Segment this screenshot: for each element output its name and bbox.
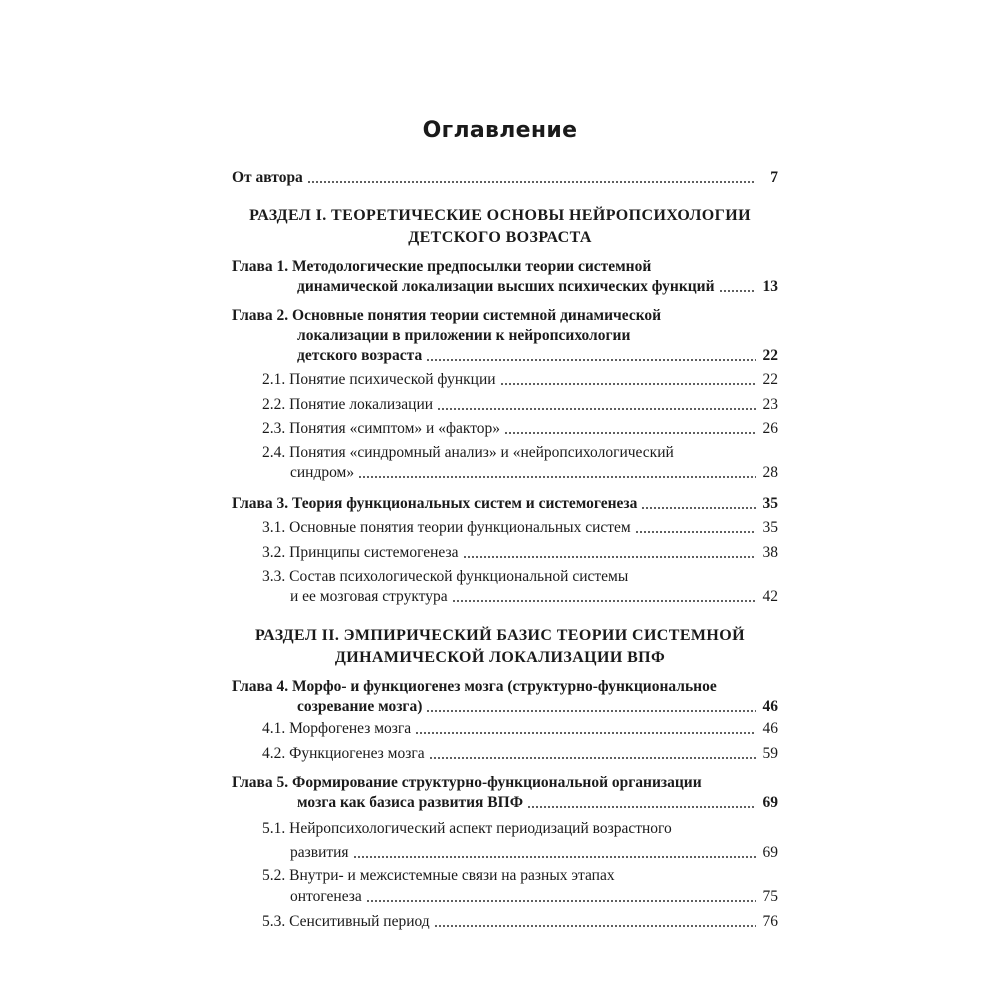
toc-subsection-5-1[interactable]	[290, 843, 778, 863]
dot-leader	[527, 806, 756, 808]
toc-entry-label: онтогенеза	[290, 888, 362, 905]
toc-chapter-5-line1[interactable]: Глава 5. Формирование структурно-функциональной организации	[232, 774, 702, 791]
toc-entry-label: 3.2. Принципы системогенеза	[262, 544, 459, 561]
section-1-heading-line1: РАЗДЕЛ I. ТЕОРЕТИЧЕСКИЕ ОСНОВЫ НЕЙРОПСИХОЛОГИИ	[249, 207, 751, 224]
toc-subsection-2-1[interactable]	[262, 370, 778, 390]
section-2-heading-line1: РАЗДЕЛ II. ЭМПИРИЧЕСКИЙ БАЗИС ТЕОРИИ СИСТЕМНОЙ	[255, 627, 745, 644]
section-1-heading-line2: ДЕТСКОГО ВОЗРАСТА	[408, 229, 592, 246]
section-2-heading-line2: ДИНАМИЧЕСКОЙ ЛОКАЛИЗАЦИИ ВПФ	[334, 649, 666, 666]
toc-chapter-5[interactable]	[297, 793, 778, 813]
toc-entry-label: синдром»	[290, 464, 355, 481]
dot-leader	[437, 408, 756, 410]
toc-subsection-5-2-line1[interactable]: 5.2. Внутри- и межсистемные связи на разных этапах	[262, 867, 615, 884]
page-number: 13	[762, 278, 778, 295]
page-number: 42	[762, 588, 778, 605]
toc-subsection-4-2[interactable]	[262, 744, 778, 764]
page-number: 26	[762, 420, 778, 437]
toc-chapter-4[interactable]	[297, 697, 778, 717]
toc-subsection-2-3[interactable]	[262, 419, 778, 439]
toc-entry-label: детского возраста	[297, 347, 423, 364]
page-number: 75	[762, 888, 778, 905]
toc-entry-from-author[interactable]	[232, 168, 778, 188]
dot-leader	[429, 757, 756, 759]
toc-entry-label: развития	[290, 844, 349, 861]
page-number: 76	[762, 913, 778, 930]
page-number: 59	[762, 745, 778, 762]
toc-subsection-3-3[interactable]	[290, 587, 778, 607]
toc-entry-label: 5.3. Сенситивный период	[262, 913, 430, 930]
toc-subsection-2-4-line1[interactable]: 2.4. Понятия «синдромный анализ» и «нейропсихологический	[262, 444, 674, 461]
dot-leader	[635, 531, 756, 533]
toc-subsection-5-3[interactable]	[262, 912, 778, 932]
page-number: 69	[762, 844, 778, 861]
toc-entry-label: 2.2. Понятие локализации	[262, 396, 434, 413]
toc-entry-label: 2.1. Понятие психической функции	[262, 371, 496, 388]
toc-chapter-2-line2[interactable]: локализации в приложении к нейропсихологии	[297, 327, 631, 344]
dot-leader	[353, 856, 756, 858]
dot-leader	[415, 732, 756, 734]
toc-entry-label: Глава 3. Теория функциональных систем и системогенеза	[232, 495, 638, 512]
toc-chapter-2[interactable]	[297, 346, 778, 366]
dot-leader	[434, 925, 756, 927]
toc-entry-label: 3.1. Основные понятия теории функциональных систем	[262, 519, 631, 536]
page-number: 35	[762, 519, 778, 536]
toc-subsection-2-4[interactable]	[290, 463, 778, 483]
dot-leader	[426, 359, 756, 361]
toc-subsection-5-2[interactable]	[290, 887, 778, 907]
toc-chapter-1[interactable]	[297, 277, 778, 297]
page-title: Оглавление	[422, 118, 578, 143]
toc-subsection-2-2[interactable]	[262, 395, 778, 415]
dot-leader	[366, 900, 756, 902]
dot-leader	[358, 476, 756, 478]
toc-subsection-3-1[interactable]	[262, 518, 778, 538]
toc-entry-label: 4.2. Функциогенез мозга	[262, 745, 425, 762]
toc-subsection-4-1[interactable]	[262, 719, 778, 739]
page-number: 23	[762, 396, 778, 413]
page-number: 28	[762, 464, 778, 481]
toc-chapter-4-line1[interactable]: Глава 4. Морфо- и функциогенез мозга (структурно-функциональное	[232, 678, 717, 695]
toc-entry-label: динамической локализации высших психических функций	[297, 278, 715, 295]
dot-leader	[500, 383, 756, 385]
page-number: 35	[762, 495, 778, 512]
toc-chapter-3[interactable]	[232, 494, 778, 514]
page-number: 38	[762, 544, 778, 561]
toc-entry-label: и ее мозговая структура	[290, 588, 448, 605]
page-number: 69	[762, 794, 778, 811]
toc-entry-label: 2.3. Понятия «симптом» и «фактор»	[262, 420, 501, 437]
dot-leader	[463, 556, 757, 558]
dot-leader	[426, 710, 756, 712]
toc-subsection-3-3-line1[interactable]: 3.3. Состав психологической функциональной системы	[262, 568, 629, 585]
dot-leader	[641, 507, 756, 509]
toc-subsection-3-2[interactable]	[262, 543, 778, 563]
toc-entry-label: мозга как базиса развития ВПФ	[297, 794, 524, 811]
page-number: 22	[762, 371, 778, 388]
toc-entry-label: От автора	[232, 169, 303, 186]
page-number: 46	[762, 698, 778, 715]
toc-chapter-1-line1[interactable]: Глава 1. Методологические предпосылки теории системной	[232, 258, 652, 275]
toc-entry-label: созревание мозга)	[297, 698, 423, 715]
page-number: 7	[770, 169, 778, 186]
dot-leader	[719, 290, 756, 292]
page-number: 22	[762, 347, 778, 364]
dot-leader	[452, 600, 756, 602]
toc-entry-label: 4.1. Морфогенез мозга	[262, 720, 412, 737]
page-number: 46	[762, 720, 778, 737]
toc-chapter-2-line1[interactable]: Глава 2. Основные понятия теории системной динамической	[232, 307, 662, 324]
dot-leader	[504, 432, 756, 434]
dot-leader	[307, 181, 756, 183]
toc-subsection-5-1-line1[interactable]: 5.1. Нейропсихологический аспект периодизаций возрастного	[262, 820, 672, 837]
